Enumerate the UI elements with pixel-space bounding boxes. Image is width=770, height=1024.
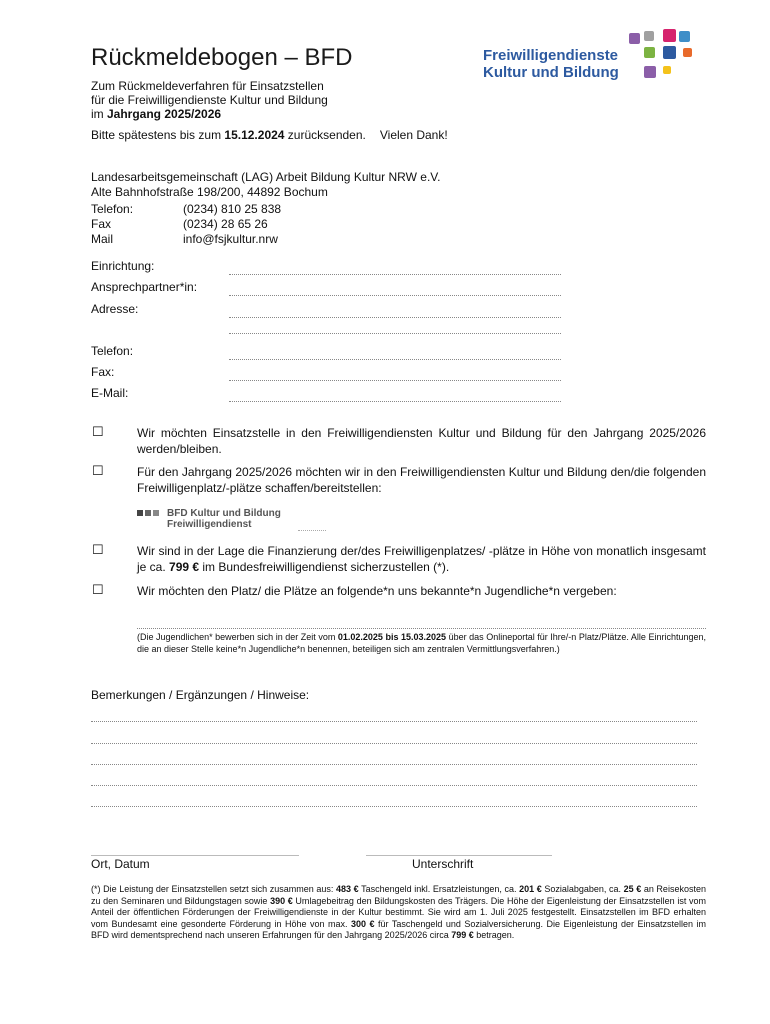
remarks-line[interactable] [91,764,697,765]
deadline-text: Bitte spätestens bis zum 15.12.2024 zurücksenden. Vielen Dank! [91,128,448,142]
ansprechpartner-field[interactable]: Ansprechpartner*in: [91,280,561,296]
checkbox-jugendliche-vergeben-label: Wir möchten den Platz/ die Plätze an folgende*n uns bekannte*n Jugendliche*n vergeben: [137,584,617,598]
footnote: (*) Die Leistung der Einsatzstellen setzt sich zusammen aus: 483 € Taschengeld inkl. Ersatzleistungen, ca. 201 € Sozialabgaben, ca. 25 € an Reisekosten zu den Seminaren und Bildungstagen sowie 390 € Umlagebeitrag den Bildungskosten des Trägers. Die Höhe der Eigenleistung der Einsatzstellen ist vom Anteil der öffentlichen Förderungen der Freiwilligendienste in der Kultur bestimmt. Sie wird am 1. Juli 2025 festgestellt. Einsatzstellen im BFD erhalten vom Bundesamt eine gesonderte Förderung in Höhe von max. 300 € für Taschengeld und Sozialversicherung. Die Eigenleistung der Einsatzstellen im BFD wird dementsprechend nach unseren Erfahrungen für den Jahrgang 2025/2026 circa 799 € betragen. [91,884,706,940]
unterschrift-label: Unterschrift [412,857,474,871]
remarks-line[interactable] [91,785,697,786]
logo-square [663,66,671,74]
remarks-line[interactable] [91,806,697,807]
page-title: Rückmeldebogen – BFD [91,44,353,71]
checkbox-finanzierung-label: Wir sind in der Lage die Finanzierung der/des Freiwilligenplatzes/ -plätze in Höhe von monatlich insgesamt je ca. 799 € im Bundesfreiwilligendienst sicherzustellen (*). [137,544,706,574]
adresse-field-line2[interactable] [229,333,561,334]
fax-field[interactable]: Fax: [91,365,561,381]
bfd-logo-square [137,510,143,516]
adresse-field[interactable]: Adresse: [91,302,561,318]
subtitle: Zum Rückmeldeverfahren für Einsatzstellen für die Freiwilligendienste Kultur und Bildung im Jahrgang 2025/2026 [91,79,328,121]
ort-datum-line[interactable] [91,855,299,856]
unterschrift-line[interactable] [366,855,552,856]
logo-square [644,47,655,58]
remarks-line[interactable] [91,721,697,722]
logo-square [629,33,640,44]
contact-phone: Telefon: (0234) 810 25 838 [91,202,282,216]
jugendliche-name-line[interactable] [137,628,706,629]
logo-text: Freiwilligendienste Kultur und Bildung [483,47,619,81]
checkbox-einsatzstelle[interactable]: ☐ [92,424,104,439]
logo-square [683,48,692,57]
checkbox-finanzierung[interactable]: ☐ [92,542,104,557]
organisation-address: Landesarbeitsgemeinschaft (LAG) Arbeit Bildung Kultur NRW e.V. Alte Bahnhofstraße 198/200, 44892 Bochum [91,170,441,199]
checkbox-plaetze-schaffen[interactable]: ☐ [92,463,104,478]
contact-block [91,202,281,247]
bfd-logo-square [153,510,159,516]
remarks-line[interactable] [91,743,697,744]
logo-square [644,66,656,78]
logo-square [663,46,676,59]
freiwilligendienste-logo [483,29,708,83]
remarks-label: Bemerkungen / Ergänzungen / Hinweise: [91,688,310,702]
telefon-field[interactable]: Telefon: [91,344,561,360]
contact-mail: Mail info@fsjkultur.nrw [91,232,278,246]
einrichtung-field[interactable]: Einrichtung: [91,259,561,275]
checkbox-einsatzstelle-label: Wir möchten Einsatzstelle in den Freiwilligendiensten Kultur und Bildung für den Jahrgang 2025/2026 werden/bleiben. [137,426,706,456]
checkbox-jugendliche-vergeben[interactable]: ☐ [92,582,104,597]
ort-datum-label: Ort, Datum [91,857,150,871]
email-field[interactable]: E-Mail: [91,386,561,402]
checkbox-plaetze-schaffen-label: Für den Jahrgang 2025/2026 möchten wir in den Freiwilligendiensten Kultur und Bildung den/die folgenden Freiwilligenplatz/-plätze schaffen/bereitstellen: [137,465,706,495]
bewerbung-hinweis: (Die Jugendlichen* bewerben sich in der Zeit vom 01.02.2025 bis 15.03.2025 über das Onlineportal für Ihre/-n Platz/Plätze. Alle Einrichtungen, die an dieser Stelle keine*n Jugendliche*n benennen, beteiligen sich am zentralen Vermittlungsverfahren.) [137,632,706,654]
logo-square [679,31,690,42]
logo-square [663,29,676,42]
plaetze-anzahl-line[interactable] [298,530,326,531]
contact-fax: Fax (0234) 28 65 26 [91,217,268,231]
bfd-logo-square [145,510,151,516]
logo-square [644,31,654,41]
